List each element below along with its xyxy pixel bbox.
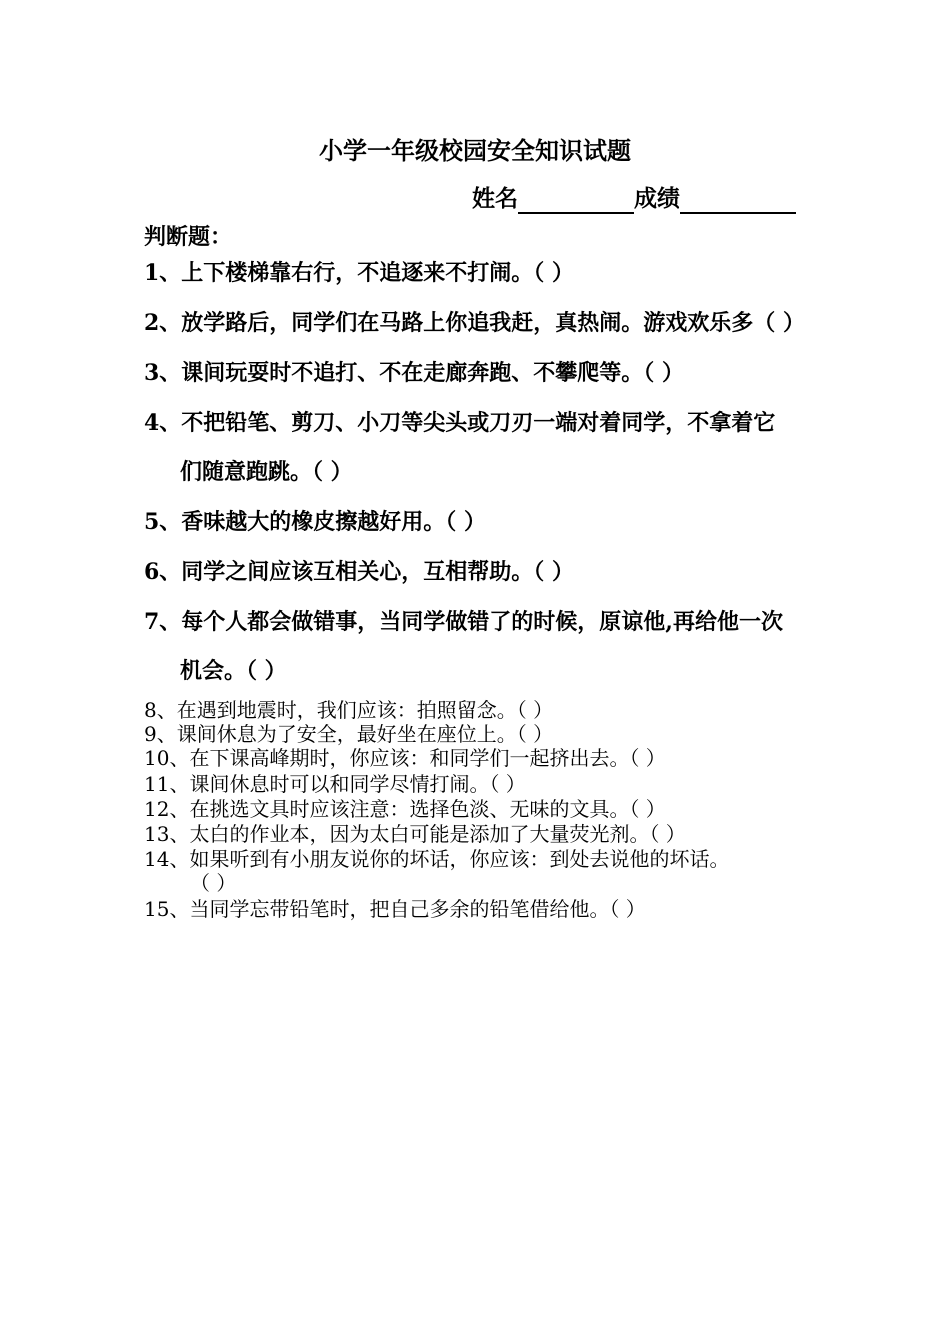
score-label: 成绩 (634, 185, 680, 212)
question-4: 4、不把铅笔、剪刀、小刀等尖头或刀刃一端对着同学，不拿着它 (144, 410, 776, 436)
question-1: 1、上下楼梯靠右行，不追逐来不打闹。（ ） (144, 260, 574, 286)
question-7: 7、每个人都会做错事，当同学做错了的时候，原谅他,再给他一次 (144, 609, 783, 635)
question-7-continuation: 机会。（ ） (180, 658, 287, 684)
question-3: 3、课间玩耍时不追打、不在走廊奔跑、不攀爬等。（ ） (144, 360, 684, 386)
question-13: 13、太白的作业本，因为太白可能是添加了大量荧光剂。（ ） (144, 822, 686, 846)
question-2: 2、放学路后，同学们在马路上你追我赶，真热闹。游戏欢乐多（ ） (144, 310, 805, 336)
question-11: 11、课间休息时可以和同学尽情打闹。（ ） (144, 772, 526, 796)
score-blank[interactable] (680, 186, 796, 214)
question-5: 5、香味越大的橡皮擦越好用。（ ） (144, 509, 486, 535)
question-8: 8、在遇到地震时，我们应该：拍照留念。（ ） (144, 698, 554, 722)
section-heading: 判断题： (144, 224, 233, 250)
question-4-continuation: 们随意跑跳。（ ） (180, 459, 353, 485)
name-label: 姓名 (472, 185, 518, 212)
question-12: 12、在挑选文具时应该注意：选择色淡、无味的文具。（ ） (144, 797, 666, 821)
name-blank[interactable] (518, 186, 634, 214)
question-14: 14、如果听到有小朋友说你的坏话，你应该：到处去说他的坏话。 (144, 847, 730, 871)
question-9: 9、课间休息为了安全，最好坐在座位上。（ ） (144, 722, 554, 746)
question-14-continuation: （ ） (190, 871, 237, 895)
question-15: 15、当同学忘带铅笔时，把自己多余的铅笔借给他。（ ） (144, 897, 646, 921)
question-10: 10、在下课高峰期时，你应该：和同学们一起挤出去。（ ） (144, 746, 666, 770)
student-info-line (472, 184, 796, 214)
question-6: 6、同学之间应该互相关心，互相帮助。（ ） (144, 559, 574, 585)
page-title: 小学一年级校园安全知识试题 (319, 136, 631, 165)
